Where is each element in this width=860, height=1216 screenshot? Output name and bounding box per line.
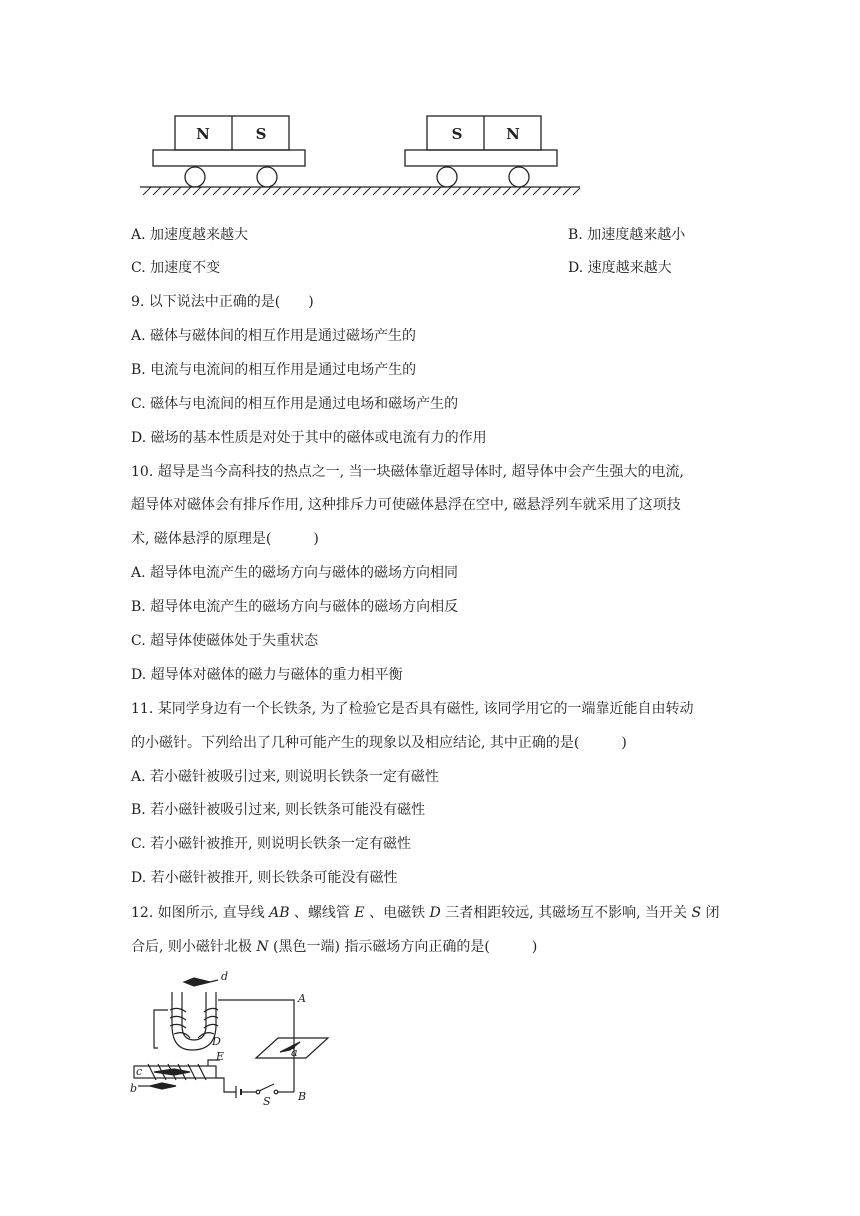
q12-var-n: N <box>256 939 269 955</box>
q9-option-d: D. 磁场的基本性质是对处于其中的磁体或电流有力的作用 <box>131 430 487 446</box>
right-cart-pole-s: S <box>451 125 463 143</box>
q8-option-a: A. 加速度越来越大 <box>131 227 249 243</box>
q8-option-c: C. 加速度不变 <box>131 260 221 276</box>
carts-magnets-figure <box>135 110 585 200</box>
label-b-upper: B <box>298 1090 307 1103</box>
label-d-lower: d <box>221 970 229 983</box>
q10-stem-line2: 超导体对磁体会有排斥作用, 这种排斥力可使磁体悬浮在空中, 磁悬浮列车就采用了这项技 <box>131 497 681 513</box>
q10-option-d: D. 超导体对磁体的磁力与磁体的重力相平衡 <box>131 667 403 683</box>
q12-var-ab: AB <box>269 905 290 921</box>
q11-option-b: B. 若小磁针被吸引过来, 则长铁条可能没有磁性 <box>131 802 426 818</box>
label-c: c <box>136 1065 143 1078</box>
q11-option-d: D. 若小磁针被推开, 则长铁条可能没有磁性 <box>131 870 398 886</box>
q8-option-d: D. 速度越来越大 <box>568 260 672 276</box>
q11-option-a: A. 若小磁针被吸引过来, 则说明长铁条一定有磁性 <box>131 769 439 785</box>
q10-stem-line3: 术, 磁体悬浮的原理是( ) <box>131 531 319 547</box>
q12-var-e: E <box>354 905 365 921</box>
label-a-upper: A <box>298 992 306 1005</box>
label-b-lower: b <box>130 1082 138 1095</box>
label-e: E <box>216 1050 225 1063</box>
q11-stem-line2: 的小磁针。下列给出了几种可能产生的现象以及相应结论, 其中正确的是( ) <box>131 735 627 751</box>
q12-var-d: D <box>429 905 441 921</box>
q12-stem-line2 <box>131 937 537 957</box>
q10-option-c: C. 超导体使磁体处于失重状态 <box>131 633 319 649</box>
q12-text-1a: 12. 如图所示, 直导线 <box>131 905 270 921</box>
right-cart-pole-n: N <box>506 125 520 143</box>
q10-option-a: A. 超导体电流产生的磁场方向与磁体的磁场方向相同 <box>131 565 459 581</box>
q9-stem: 9. 以下说法中正确的是( ) <box>131 294 314 310</box>
q12-var-s: S <box>691 905 702 921</box>
q8-option-b: B. 加速度越来越小 <box>568 227 686 243</box>
q9-option-a: A. 磁体与磁体间的相互作用是通过磁场产生的 <box>131 328 417 344</box>
q12-text-1c: 、电磁铁 <box>364 905 430 921</box>
left-cart-pole-n: N <box>196 125 210 143</box>
q11-option-c: C. 若小磁针被推开, 则说明长铁条一定有磁性 <box>131 836 412 852</box>
q12-text-2b: (黑色一端) 指示磁场方向正确的是( ) <box>268 939 538 955</box>
q12-stem-line1 <box>131 903 720 923</box>
q12-text-1b: 、螺线管 <box>289 905 355 921</box>
circuit-figure <box>128 970 353 1110</box>
q9-option-b: B. 电流与电流间的相互作用是通过电场产生的 <box>131 362 417 378</box>
q12-text-1e: 闭 <box>701 905 720 921</box>
q9-option-c: C. 磁体与电流间的相互作用是通过电场和磁场产生的 <box>131 396 459 412</box>
q12-text-1d: 三者相距较远, 其磁场互不影响, 当开关 <box>440 905 692 921</box>
q12-text-2a: 合后, 则小磁针北极 <box>131 939 257 955</box>
label-a-lower: a <box>291 1046 298 1059</box>
label-d-upper: D <box>212 1035 221 1048</box>
label-s: S <box>263 1095 271 1108</box>
left-cart-pole-s: S <box>255 125 267 143</box>
q10-stem-line1: 10. 超导是当今高科技的热点之一, 当一块磁体靠近超导体时, 超导体中会产生强大的电流, <box>131 464 684 480</box>
q10-option-b: B. 超导体电流产生的磁场方向与磁体的磁场方向相反 <box>131 599 459 615</box>
q11-stem-line1: 11. 某同学身边有一个长铁条, 为了检验它是否具有磁性, 该同学用它的一端靠近能自由转动 <box>131 701 694 717</box>
